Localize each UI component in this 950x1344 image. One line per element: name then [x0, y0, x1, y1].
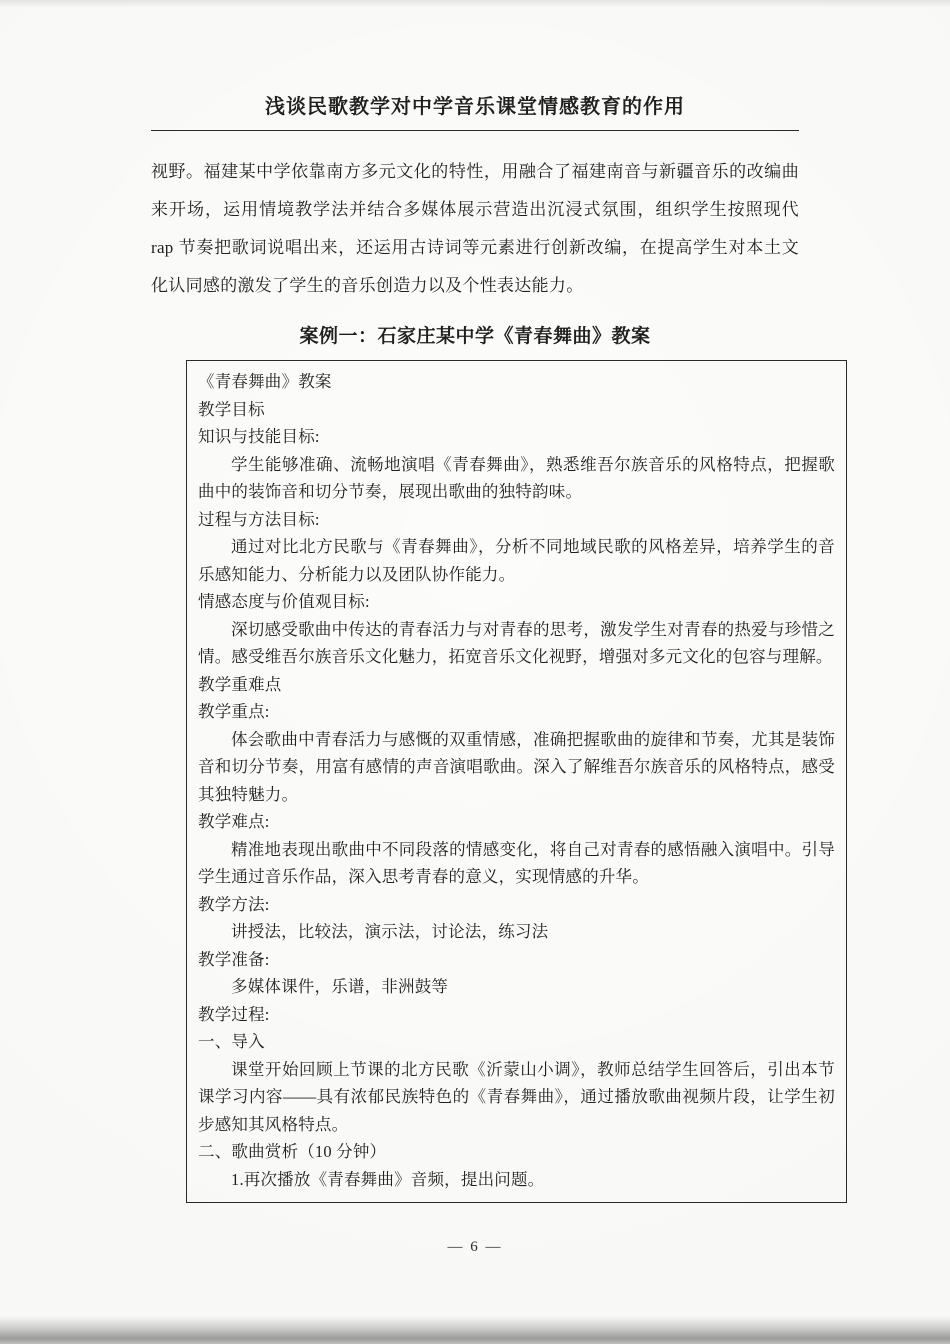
lesson-plan-line: 1.再次播放《青春舞曲》音频，提出问题。	[231, 1169, 545, 1189]
lesson-plan-line: 教学过程:	[198, 1004, 270, 1024]
lesson-plan-line: 多媒体课件，乐谱，非洲鼓等	[231, 977, 449, 996]
lesson-plan-table	[186, 360, 847, 1203]
lesson-plan-line: 教学重点:	[198, 702, 270, 721]
lesson-plan-line: 教学难点:	[198, 812, 270, 831]
lesson-plan-line: 讲授法，比较法，演示法，讨论法，练习法	[231, 922, 549, 941]
content-column	[151, 0, 799, 348]
lesson-plan-line: 情感态度与价值观目标:	[198, 592, 370, 611]
lesson-plan-line: 知识与技能目标:	[198, 427, 320, 446]
scan-bottom-edge-artifact	[0, 1316, 950, 1344]
intro-paragraph: 视野。福建某中学依靠南方多元文化的特性，用融合了福建南音与新疆音乐的改编曲来开场，运用情境教学法并结合多媒体展示营造出沉浸式氛围，组织学生按照现代 rap 节奏把歌词说唱出来，还运用古诗词等元素进行创新改编，在提高学生对本土文化认同感的激发了学生的音乐创造力以及个性表达能力。	[151, 162, 799, 295]
page-number: — 6 —	[447, 1239, 503, 1255]
lesson-plan-line: 一、导入	[198, 1032, 265, 1051]
lesson-plan-line: 体会歌曲中青春活力与感慨的双重情感，准确把握歌曲的旋律和节奏，尤其是装饰音和切分节奏，用富有感情的声音演唱歌曲。深入了解维吾尔族音乐的风格特点，感受其独特魅力。	[198, 729, 835, 804]
lesson-plan-line: 教学方法:	[198, 894, 270, 914]
lesson-plan-line: 教学重难点	[198, 674, 282, 694]
lesson-plan-content	[198, 368, 835, 1193]
lesson-plan-line: 学生能够准确、流畅地演唱《青春舞曲》，熟悉维吾尔族音乐的风格特点，把握歌曲中的装饰音和切分节奏，展现出歌曲的独特韵味。	[198, 454, 835, 501]
lesson-plan-line: 过程与方法目标:	[198, 509, 320, 529]
lesson-plan-line: 课堂开始回顾上节课的北方民歌《沂蒙山小调》，教师总结学生回答后，引出本节课学习内容——具有浓郁民族特色的《青春舞曲》，通过播放歌曲视频片段，让学生初步感知其风格特点。	[198, 1059, 835, 1134]
lesson-plan-line: 精准地表现出歌曲中不同段落的情感变化，将自己对青春的感悟融入演唱中。引导学生通过音乐作品，深入思考青春的意义，实现情感的升华。	[198, 839, 835, 886]
lesson-plan-line: 教学准备:	[198, 949, 270, 969]
scan-top-edge-artifact	[0, 0, 950, 8]
lesson-plan-line: 教学目标	[198, 399, 265, 419]
lesson-plan-line: 深切感受歌曲中传达的青春活力与对青春的思考，激发学生对青春的热爱与珍惜之情。感受维吾尔族音乐文化魅力，拓宽音乐文化视野，增强对多元文化的包容与理解。	[198, 619, 835, 666]
header-divider	[151, 130, 799, 131]
case-heading: 案例一：石家庄某中学《青春舞曲》教案	[299, 326, 651, 347]
lesson-plan-line: 通过对比北方民歌与《青春舞曲》，分析不同地域民歌的风格差异，培养学生的音乐感知能力、分析能力以及团队协作能力。	[198, 537, 835, 584]
lesson-plan-line: 《青春舞曲》教案	[198, 372, 332, 391]
lesson-plan-line: 二、歌曲赏析（10 分钟）	[198, 1142, 387, 1161]
paper-title: 浅谈民歌教学对中学音乐课堂情感教育的作用	[265, 96, 685, 118]
